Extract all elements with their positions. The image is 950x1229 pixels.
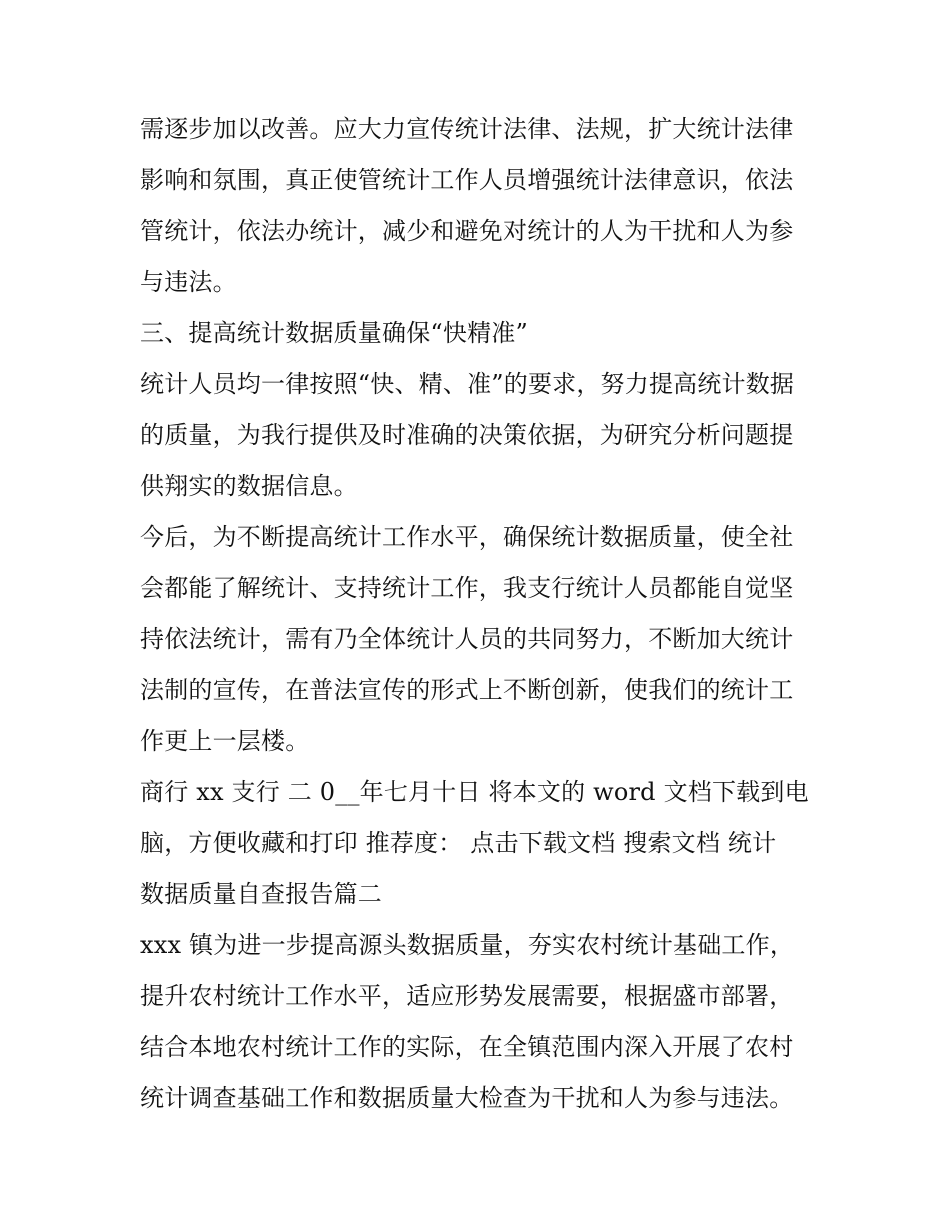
text-line: 持依法统计，需有乃全体统计人员的共同努力，不断加大统计 — [140, 625, 794, 653]
text-line: 脑，方便收藏和打印 推荐度： 点击下载文档 搜索文档 统计 — [140, 829, 777, 857]
text-line: 商行 xx 支行 二 0__年七月十日 将本文的 word 文档下载到电 — [140, 778, 809, 806]
text-line: 管统计，依法办统计，减少和避免对统计的人为干扰和人为参 — [140, 217, 794, 245]
text-line: 的质量，为我行提供及时准确的决策依据，为研究分析问题提 — [140, 421, 794, 449]
document-body — [140, 104, 820, 1124]
text-line: 提升农村统计工作水平，适应形势发展需要，根据盛市部署， — [140, 982, 794, 1010]
text-line: xxx 镇为进一步提高源头数据质量，夯实农村统计基础工作， — [140, 931, 795, 959]
text-line: 统计人员均一律按照“快、精、准”的要求，努力提高统计数据 — [140, 370, 795, 398]
text-line: 统计调查基础工作和数据质量大检查为干扰和人为参与违法。 — [140, 1084, 794, 1112]
text-line: 今后，为不断提高统计工作水平，确保统计数据质量，使全社 — [140, 523, 794, 551]
text-line: 法制的宣传，在普法宣传的形式上不断创新，使我们的统计工 — [140, 676, 794, 704]
text-line: 与违法。 — [140, 268, 237, 296]
text-line: 影响和氛围，真正使管统计工作人员增强统计法律意识，依法 — [140, 166, 794, 194]
text-line: 作更上一层楼。 — [140, 727, 310, 755]
text-line: 结合本地农村统计工作的实际，在全镇范围内深入开展了农村 — [140, 1033, 794, 1061]
text-line: 会都能了解统计、支持统计工作，我支行统计人员都能自觉坚 — [140, 574, 794, 602]
text-line: 需逐步加以改善。应大力宣传统计法律、法规，扩大统计法律 — [140, 115, 794, 143]
section-heading: 三、提高统计数据质量确保“快精准” — [140, 319, 528, 347]
text-line: 数据质量自查报告篇二 — [140, 880, 382, 908]
text-line: 供翔实的数据信息。 — [140, 472, 358, 500]
